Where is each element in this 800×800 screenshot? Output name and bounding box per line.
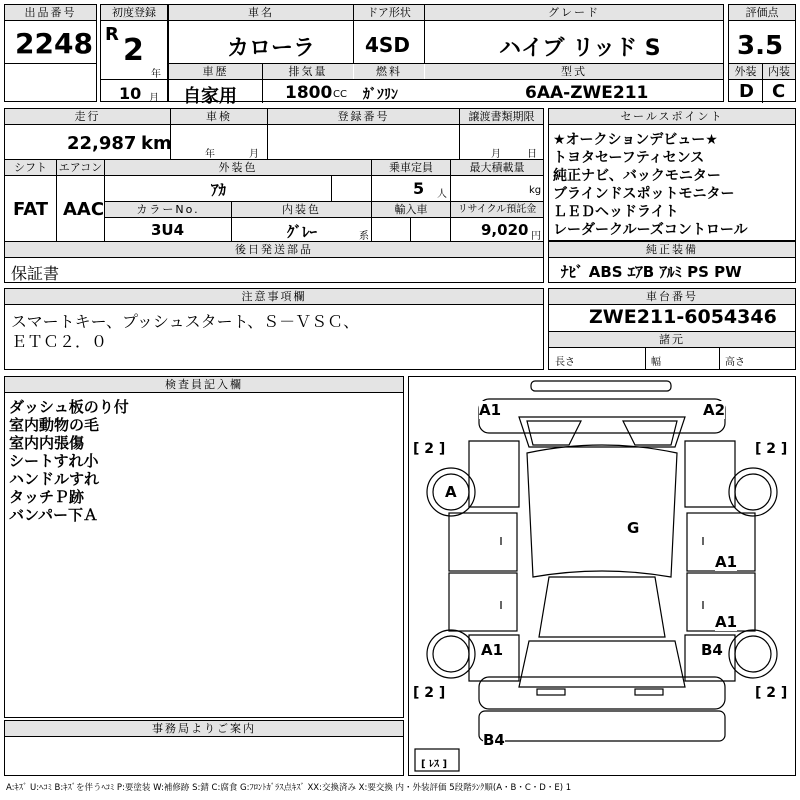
notes-box bbox=[4, 288, 544, 370]
recycle-label: リサイクル預託金 bbox=[451, 202, 543, 217]
inspector-line-3: 室内内張傷 bbox=[9, 434, 85, 452]
specs-label: 諸元 bbox=[549, 332, 795, 347]
reg-no-label: 登録番号 bbox=[268, 109, 459, 124]
spare-tyre: [ ﾚｽ ] bbox=[421, 759, 448, 770]
ext-score-value: D bbox=[739, 81, 754, 102]
mark-b4-rear-right: B4 bbox=[701, 641, 723, 659]
transfer-day-unit: 日 bbox=[527, 149, 537, 160]
fuel-value: ｶﾞｿﾘﾝ bbox=[363, 87, 398, 103]
recycle-unit: 円 bbox=[531, 231, 541, 242]
displacement-unit: CC bbox=[333, 89, 347, 100]
lot-label: 出品番号 bbox=[5, 5, 96, 20]
door-value: 4SD bbox=[365, 33, 410, 57]
sales-points-label: セールスポイント bbox=[549, 109, 795, 124]
equipment-label: 純正装備 bbox=[549, 242, 795, 257]
displacement-label: 排気量 bbox=[263, 64, 353, 79]
int-score-label: 内装 bbox=[763, 64, 795, 79]
legend: A:ｷｽﾞ U:ﾍｺﾐ B:ｷｽﾞを伴うﾍｺﾐ P:要塗装 W:補修跡 S:錆 C:腐食 G:ﾌﾛﾝﾄｶﾞﾗｽ点ｷｽﾞ XX:交換済み X:要交換 内・外装評価 5段階ﾗﾝｸ順(A・B・C・D・E) 1 bbox=[6, 783, 572, 793]
score-value: 3.5 bbox=[737, 31, 784, 61]
car-name-label: 車名 bbox=[169, 5, 353, 20]
inspection-month-unit: 月 bbox=[249, 149, 259, 160]
inspector-line-5: ハンドルすれ bbox=[9, 470, 100, 488]
color-no-label: カラーNo. bbox=[105, 202, 231, 217]
equipment-value: ﾅﾋﾞ ABS ｴｱB ｱﾙﾐ PS PW bbox=[561, 263, 742, 281]
color-no-value: 3U4 bbox=[151, 221, 185, 239]
max-load-unit: kg bbox=[529, 185, 542, 196]
tyre-rear-right: [ 2 ] bbox=[755, 685, 788, 701]
mileage-unit: km bbox=[141, 133, 172, 154]
notes-line-2: ＥＴＣ２．０ bbox=[11, 332, 108, 351]
mark-a1-right-front: A1 bbox=[715, 553, 738, 571]
inspector-line-2: 室内動物の毛 bbox=[9, 416, 100, 434]
capacity-unit: 人 bbox=[437, 189, 447, 200]
first-reg-era: R bbox=[105, 24, 119, 45]
ext-color-label: 外装色 bbox=[105, 160, 371, 175]
int-score-value: C bbox=[772, 81, 786, 102]
lot-box bbox=[4, 4, 97, 102]
score-label: 評価点 bbox=[729, 5, 795, 20]
first-reg-year-unit: 年 bbox=[151, 69, 161, 80]
door-label: ドア形状 bbox=[354, 5, 424, 20]
mileage-value: 22,987 bbox=[67, 133, 137, 154]
later-parts-value: 保証書 bbox=[11, 264, 60, 283]
office-label: 事務局よりご案内 bbox=[5, 721, 403, 736]
history-value: 自家用 bbox=[183, 86, 237, 107]
chassis-box bbox=[548, 288, 796, 370]
later-parts-label: 後日発送部品 bbox=[5, 242, 543, 257]
max-load-label: 最大積載量 bbox=[451, 160, 543, 175]
tyre-front-right: [ 2 ] bbox=[755, 441, 788, 457]
office-box bbox=[4, 720, 404, 776]
mark-a1-front-left: A1 bbox=[479, 401, 502, 419]
recycle-value: 9,020 bbox=[481, 221, 529, 239]
spec-height-label: 高さ bbox=[725, 357, 745, 368]
model-value: 6AA-ZWE211 bbox=[525, 83, 649, 103]
int-color-unit: 系 bbox=[359, 231, 369, 242]
mark-a-front-wheel: A bbox=[445, 483, 457, 501]
first-reg-box bbox=[100, 4, 168, 102]
notes-label: 注意事項欄 bbox=[5, 289, 543, 304]
sales-point-3: 純正ナビ、バックモニター bbox=[553, 168, 721, 184]
first-reg-year: 2 bbox=[123, 33, 144, 68]
sales-point-1: ★オークションデビュー★ bbox=[553, 132, 718, 148]
int-color-value: ｸﾞﾚｰ bbox=[287, 223, 318, 241]
first-reg-month: 10 bbox=[119, 84, 142, 103]
inspector-line-7: バンパー下Ａ bbox=[9, 506, 98, 524]
shift-value: FAT bbox=[13, 199, 49, 220]
inspector-label: 検査員記入欄 bbox=[5, 377, 403, 392]
sales-point-2: トヨタセーフティセンス bbox=[553, 150, 705, 166]
mileage-label: 走行 bbox=[5, 109, 170, 124]
displacement-value: 1800 bbox=[285, 83, 333, 103]
lot-number: 2248 bbox=[15, 27, 93, 60]
car-name-value: カローラ bbox=[227, 36, 316, 61]
ext-score-label: 外装 bbox=[729, 64, 762, 79]
sales-point-5: ＬＥＤヘッドライト bbox=[553, 204, 679, 220]
chassis-label: 車台番号 bbox=[549, 289, 795, 304]
capacity-label: 乗車定員 bbox=[372, 160, 450, 175]
inspector-line-6: タッチＰ跡 bbox=[9, 488, 85, 506]
damage-diagram bbox=[408, 376, 796, 776]
notes-line-1: スマートキー、プッシュスタート、Ｓ－ＶＳＣ、 bbox=[11, 312, 360, 331]
sales-point-4: ブラインドスポットモニター bbox=[553, 186, 735, 202]
mark-b4-rear-bumper: B4 bbox=[483, 731, 505, 749]
spec-length-label: 長さ bbox=[555, 357, 575, 368]
inspector-line-1: ダッシュ板のり付 bbox=[9, 398, 129, 416]
score-box bbox=[728, 4, 796, 102]
inspection-label: 車検 bbox=[171, 109, 267, 124]
tyre-front-left: [ 2 ] bbox=[413, 441, 446, 457]
aircon-value: AAC bbox=[63, 199, 105, 220]
fuel-label: 燃料 bbox=[354, 64, 424, 79]
chassis-value: ZWE211-6054346 bbox=[589, 306, 777, 328]
sales-point-6: レーダークルーズコントロール bbox=[553, 222, 748, 238]
ext-color-value: ｱｶ bbox=[211, 181, 227, 199]
int-color-label: 内装色 bbox=[232, 202, 371, 217]
grade-label: グレード bbox=[425, 5, 723, 20]
import-label: 輸入車 bbox=[372, 202, 450, 217]
transfer-month-unit: 月 bbox=[491, 149, 501, 160]
mark-a1-rear-left: A1 bbox=[481, 641, 504, 659]
transfer-label: 譲渡書類期限 bbox=[460, 109, 543, 124]
car-outline bbox=[409, 377, 795, 775]
history-label: 車歴 bbox=[169, 64, 262, 79]
first-reg-month-unit: 月 bbox=[149, 93, 159, 104]
equipment-box bbox=[548, 241, 796, 283]
grade-value: ハイブ リッド S bbox=[499, 36, 661, 61]
spec-width-label: 幅 bbox=[651, 357, 661, 368]
shift-label: シフト bbox=[5, 160, 56, 175]
first-reg-label: 初度登録 bbox=[101, 5, 167, 20]
tyre-rear-left: [ 2 ] bbox=[413, 685, 446, 701]
mark-a1-right-rear: A1 bbox=[715, 613, 738, 631]
aircon-label: エアコン bbox=[58, 161, 103, 174]
mark-g-roof: G bbox=[627, 519, 640, 537]
capacity-value: 5 bbox=[413, 179, 425, 198]
top-middle-box bbox=[168, 4, 724, 107]
detail-box bbox=[4, 108, 544, 283]
inspector-box bbox=[4, 376, 404, 718]
inspection-year-unit: 年 bbox=[205, 149, 215, 160]
mark-a2-front-right: A2 bbox=[703, 401, 726, 419]
sales-points-box bbox=[548, 108, 796, 241]
model-label: 型式 bbox=[425, 64, 723, 79]
inspector-line-4: シートすれ小 bbox=[9, 452, 99, 470]
